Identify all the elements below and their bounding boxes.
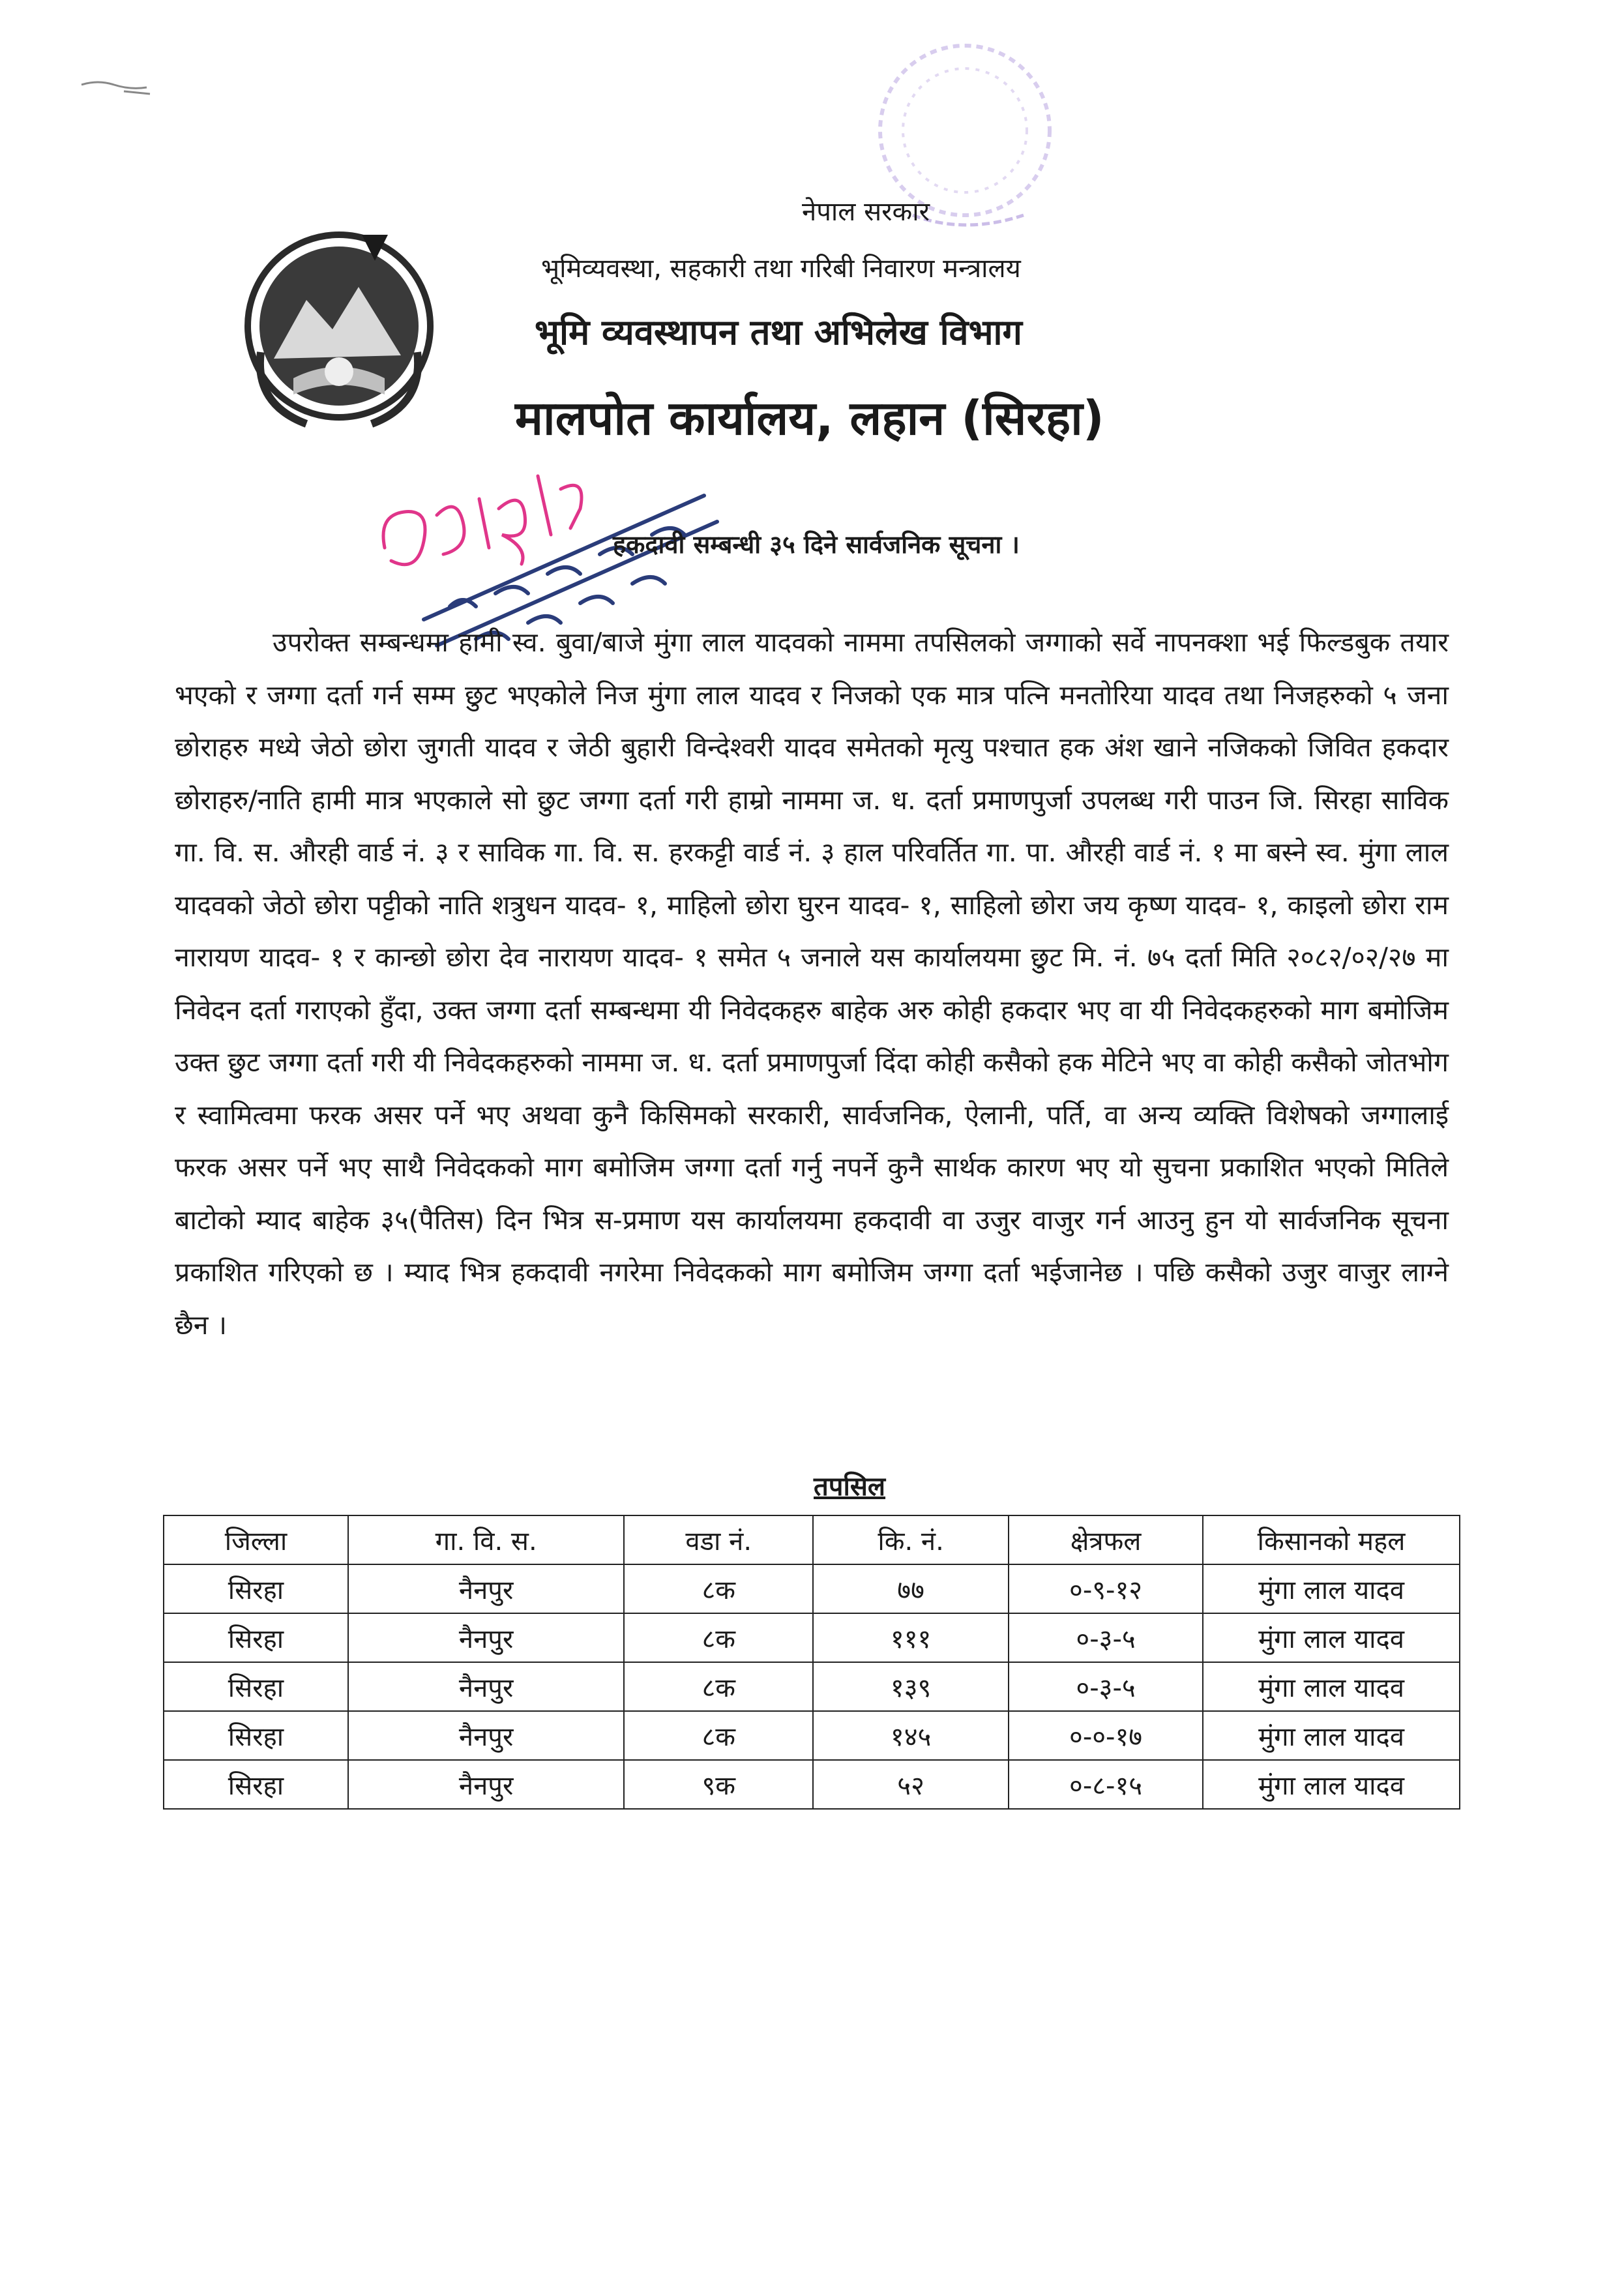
cell-owner: मुंगा लाल यादव bbox=[1203, 1613, 1460, 1662]
col-area: क्षेत्रफल bbox=[1009, 1515, 1203, 1564]
cell-vdc: नैनपुर bbox=[348, 1564, 624, 1613]
nepal-emblem-icon bbox=[235, 215, 443, 437]
cell-vdc: नैनपुर bbox=[348, 1613, 624, 1662]
land-schedule-table bbox=[163, 1515, 1460, 1810]
table-row bbox=[164, 1760, 1460, 1809]
cell-owner: मुंगा लाल यादव bbox=[1203, 1564, 1460, 1613]
cell-vdc: नैनपुर bbox=[348, 1711, 624, 1760]
col-vdc: गा. वि. स. bbox=[348, 1515, 624, 1564]
cell-ward: ८क bbox=[624, 1613, 813, 1662]
ministry-name: भूमिव्यवस्था, सहकारी तथा गरिबी निवारण मन्त्रालय bbox=[541, 254, 1021, 284]
cell-area: ०-३-५ bbox=[1009, 1662, 1203, 1711]
col-ward: वडा नं. bbox=[624, 1515, 813, 1564]
cell-plot-no: ५२ bbox=[813, 1760, 1009, 1809]
cell-district: सिरहा bbox=[164, 1613, 348, 1662]
faded-office-stamp bbox=[841, 20, 1089, 267]
cell-owner: मुंगा लाल यादव bbox=[1203, 1760, 1460, 1809]
cell-district: सिरहा bbox=[164, 1564, 348, 1613]
cell-plot-no: १११ bbox=[813, 1613, 1009, 1662]
cell-area: ०-८-१५ bbox=[1009, 1760, 1203, 1809]
col-plot-no: कि. नं. bbox=[813, 1515, 1009, 1564]
cell-district: सिरहा bbox=[164, 1662, 348, 1711]
cell-ward: ८क bbox=[624, 1662, 813, 1711]
cell-vdc: नैनपुर bbox=[348, 1760, 624, 1809]
table-row bbox=[164, 1613, 1460, 1662]
cell-owner: मुंगा लाल यादव bbox=[1203, 1711, 1460, 1760]
cell-district: सिरहा bbox=[164, 1760, 348, 1809]
col-district: जिल्ला bbox=[164, 1515, 348, 1564]
cell-ward: ८क bbox=[624, 1711, 813, 1760]
cell-owner: मुंगा लाल यादव bbox=[1203, 1662, 1460, 1711]
scribble-mark bbox=[78, 65, 163, 104]
office-name: मालपोत कार्यालय, लहान (सिरहा) bbox=[515, 391, 1104, 445]
government-name: नेपाल सरकार bbox=[802, 197, 930, 227]
notice-subject: हकदावी सम्बन्धी ३५ दिने सार्वजनिक सूचना । bbox=[613, 530, 1020, 559]
table-row bbox=[164, 1662, 1460, 1711]
cell-ward: ९क bbox=[624, 1760, 813, 1809]
cell-area: ०-३-५ bbox=[1009, 1613, 1203, 1662]
table-header-row bbox=[164, 1515, 1460, 1564]
schedule-title: तपसिल bbox=[814, 1472, 886, 1502]
table-row bbox=[164, 1711, 1460, 1760]
cell-ward: ८क bbox=[624, 1564, 813, 1613]
cell-vdc: नैनपुर bbox=[348, 1662, 624, 1711]
cell-district: सिरहा bbox=[164, 1711, 348, 1760]
cell-plot-no: १३९ bbox=[813, 1662, 1009, 1711]
cell-plot-no: १४५ bbox=[813, 1711, 1009, 1760]
department-name: भूमि व्यवस्थापन तथा अभिलेख विभाग bbox=[535, 312, 1022, 353]
notice-body: उपरोक्त सम्बन्धमा हामी स्व. बुवा/बाजे मुंगा लाल यादवको नाममा तपसिलको जग्गाको सर्वे नापनक्शा भई फिल्डबुक तयार भएको र जग्गा दर्ता गर्न सम्म छुट भएकोले निज मुंगा लाल यादव र निजको एक मात्र पत्नि मनतोरिया यादव तथा निजहरुको ५ जना छोराहरु मध्ये जेठो छोरा जुगती यादव र जेठी बुहारी विन्देश्वरी यादव समेतको मृत्यु पश्चात हक अंश खाने नजिकको जिवित हकदार छोराहरु/नाति हामी मात्र भएकाले सो छुट जग्गा दर्ता गरी हाम्रो नाममा ज. ध. दर्ता प्रमाणपुर्जा उपलब्ध गरी पाउन जि. सिरहा साविक गा. वि. स. औरही वार्ड नं. ३ र साविक गा. वि. स. हरकट्टी वार्ड नं. ३ हाल परिवर्तित गा. पा. औरही वार्ड नं. १ मा बस्ने स्व. मुंगा लाल यादवको जेठो छोरा पट्टीको नाति शत्रुधन यादव- १, माहिलो छोरा घुरन यादव- १, साहिलो छोरा जय कृष्ण यादव- १, काइलो छोरा राम नारायण यादव- १ र कान्छो छोरा देव नारायण यादव- १ समेत ५ जनाले यस कार्यालयमा छुट मि. नं. ७५ दर्ता मिति २०८२/०२/२७ मा निवेदन दर्ता गराएको हुँदा, उक्त जग्गा दर्ता सम्बन्धमा यी निवेदकहरु बाहेक अरु कोही हकदार भए वा यी निवेदकहरुको माग बमोजिम उक्त छुट जग्गा दर्ता गरी यी निवेदकहरुको नाममा ज. ध. दर्ता प्रमाणपुर्जा दिंदा कोही कसैको हक मेटिने भए वा कोही कसैको जोतभोग र स्वामित्वमा फरक असर पर्ने भए अथवा कुनै किसिमको सरकारी, सार्वजनिक, ऐलानी, पर्ति, वा अन्य व्यक्ति विशेषको जग्गालाई फरक असर पर्ने भए साथै निवेदकको माग बमोजिम जग्गा दर्ता गर्नु नपर्ने कुनै सार्थक कारण भए यो सुचना प्रकाशित भएको मितिले बाटोको म्याद बाहेक ३५(पैतिस) दिन भित्र स-प्रमाण यस कार्यालयमा हकदावी वा उजुर वाजुर गर्न आउनु हुन यो सार्वजनिक सूचना प्रकाशित गरिएको छ । म्याद भित्र हकदावी नगरेमा निवेदकको माग बमोजिम जग्गा दर्ता भईजानेछ । पछि कसैको उजुर वाजुर लाग्ने छैन । bbox=[175, 627, 1449, 1341]
table-row bbox=[164, 1564, 1460, 1613]
cell-plot-no: ७७ bbox=[813, 1564, 1009, 1613]
cell-area: ०-९-१२ bbox=[1009, 1564, 1203, 1613]
cell-area: ०-०-१७ bbox=[1009, 1711, 1203, 1760]
col-owner: किसानको महल bbox=[1203, 1515, 1460, 1564]
